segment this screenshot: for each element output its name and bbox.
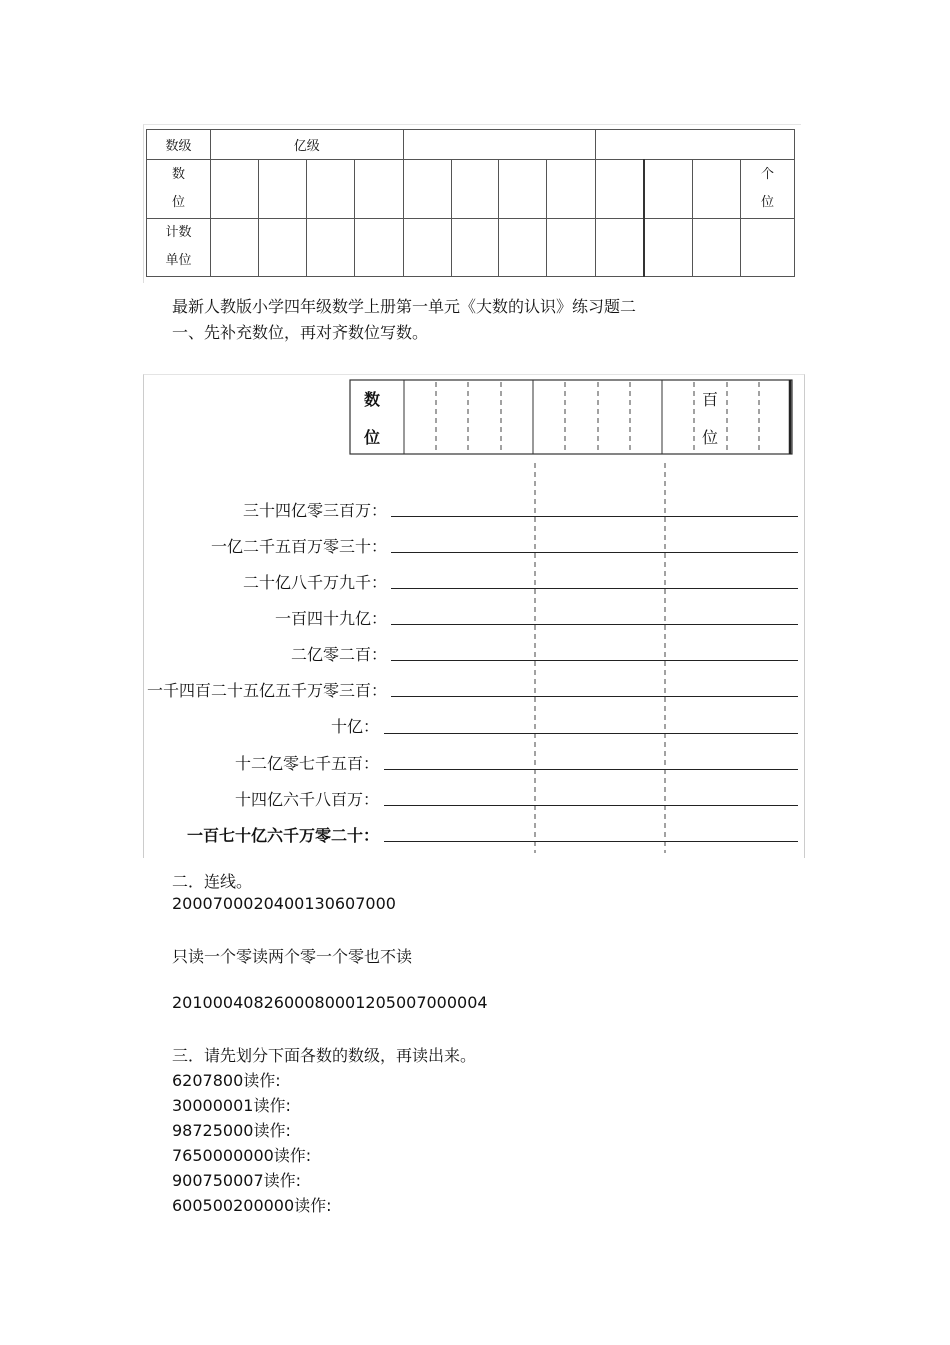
- header-unit-line1: 计数: [165, 225, 192, 241]
- place-value-table: [143, 124, 801, 284]
- cell: [306, 160, 354, 218]
- header-cell-level: 数级: [147, 130, 211, 160]
- number-line-2: 2010004082600080001205007000004: [172, 993, 488, 1012]
- header-cell-unit: [147, 218, 211, 276]
- item-label: 一百四十九亿：: [274, 609, 387, 628]
- cell: [306, 218, 354, 276]
- answer-line[interactable]: [391, 696, 798, 697]
- read-item: 900750007读作:: [172, 1171, 302, 1190]
- item-label: 一千四百二十五亿五千万零三百：: [146, 681, 387, 700]
- item-label: 二亿零二百：: [290, 645, 387, 664]
- page-title: 最新人教版小学四年级数学上册第一单元《大数的认识》练习题二: [172, 297, 637, 316]
- cell-ones-place: [740, 160, 794, 218]
- cell: [354, 218, 403, 276]
- read-item: 6207800读作:: [172, 1071, 281, 1090]
- cell: [258, 218, 306, 276]
- cell: [354, 160, 403, 218]
- group-yi: 亿级: [210, 130, 403, 160]
- section-3-heading: 三．请先划分下面各数的数级，再读出来。: [172, 1046, 477, 1065]
- header-cell-place: [147, 160, 211, 218]
- answer-line[interactable]: [391, 660, 798, 661]
- answer-line[interactable]: [384, 733, 798, 734]
- header-digit: 数: [364, 390, 381, 409]
- read-item: 7650000000读作:: [172, 1146, 312, 1165]
- header-place-line2: 位: [171, 194, 185, 210]
- answer-line[interactable]: [384, 841, 798, 842]
- cell: [644, 160, 693, 218]
- place-value-grid: [146, 129, 795, 277]
- number-line-1: 2000700020400130607000: [172, 894, 396, 913]
- item-label: 十四亿六千八百万：: [234, 790, 379, 809]
- answer-line[interactable]: [391, 588, 798, 589]
- reading-rules: 只读一个零读两个零一个零也不读: [172, 947, 413, 966]
- cell: [451, 218, 499, 276]
- cell: [403, 218, 451, 276]
- read-item: 600500200000读作:: [172, 1196, 332, 1215]
- cell: [403, 160, 451, 218]
- cell: [258, 160, 306, 218]
- hundreds-label-1: 百: [702, 390, 719, 409]
- item-label: 一亿二千五百万零三十：: [210, 537, 387, 556]
- answer-line[interactable]: [384, 805, 798, 806]
- cell: [693, 160, 741, 218]
- group-ge: [596, 130, 795, 160]
- header-unit-line2: 单位: [165, 253, 192, 269]
- header-place: 位: [364, 428, 381, 447]
- section-2-heading: 二．连线。: [172, 872, 253, 891]
- read-item: 30000001读作:: [172, 1096, 291, 1115]
- item-label: 十亿：: [330, 717, 379, 736]
- cell: [210, 160, 258, 218]
- item-label: 十二亿零七千五百：: [234, 754, 379, 773]
- cell: [547, 160, 596, 218]
- item-label: 一百七十亿六千万零二十：: [186, 826, 379, 845]
- cell: [644, 218, 693, 276]
- read-item: 98725000读作:: [172, 1121, 291, 1140]
- hundreds-label-2: 位: [702, 428, 719, 447]
- answer-line[interactable]: [391, 516, 798, 517]
- ones-line1: 个: [760, 166, 774, 182]
- answer-line[interactable]: [384, 769, 798, 770]
- cell: [596, 218, 644, 276]
- cell: [451, 160, 499, 218]
- item-label: 三十四亿零三百万：: [242, 501, 387, 520]
- cell: [596, 160, 644, 218]
- ones-line2: 位: [760, 194, 774, 210]
- group-wan: [403, 130, 596, 160]
- answer-line[interactable]: [391, 552, 798, 553]
- cell: [547, 218, 596, 276]
- cell: [740, 218, 794, 276]
- answer-line[interactable]: [391, 624, 798, 625]
- header-place-line1: 数: [171, 166, 185, 182]
- cell: [499, 218, 547, 276]
- section-1-heading: 一、先补充数位，再对齐数位写数。: [172, 323, 429, 342]
- cell: [210, 218, 258, 276]
- cell: [499, 160, 547, 218]
- writing-panel: [143, 374, 805, 858]
- cell: [693, 218, 741, 276]
- item-label: 二十亿八千万九千：: [242, 573, 387, 592]
